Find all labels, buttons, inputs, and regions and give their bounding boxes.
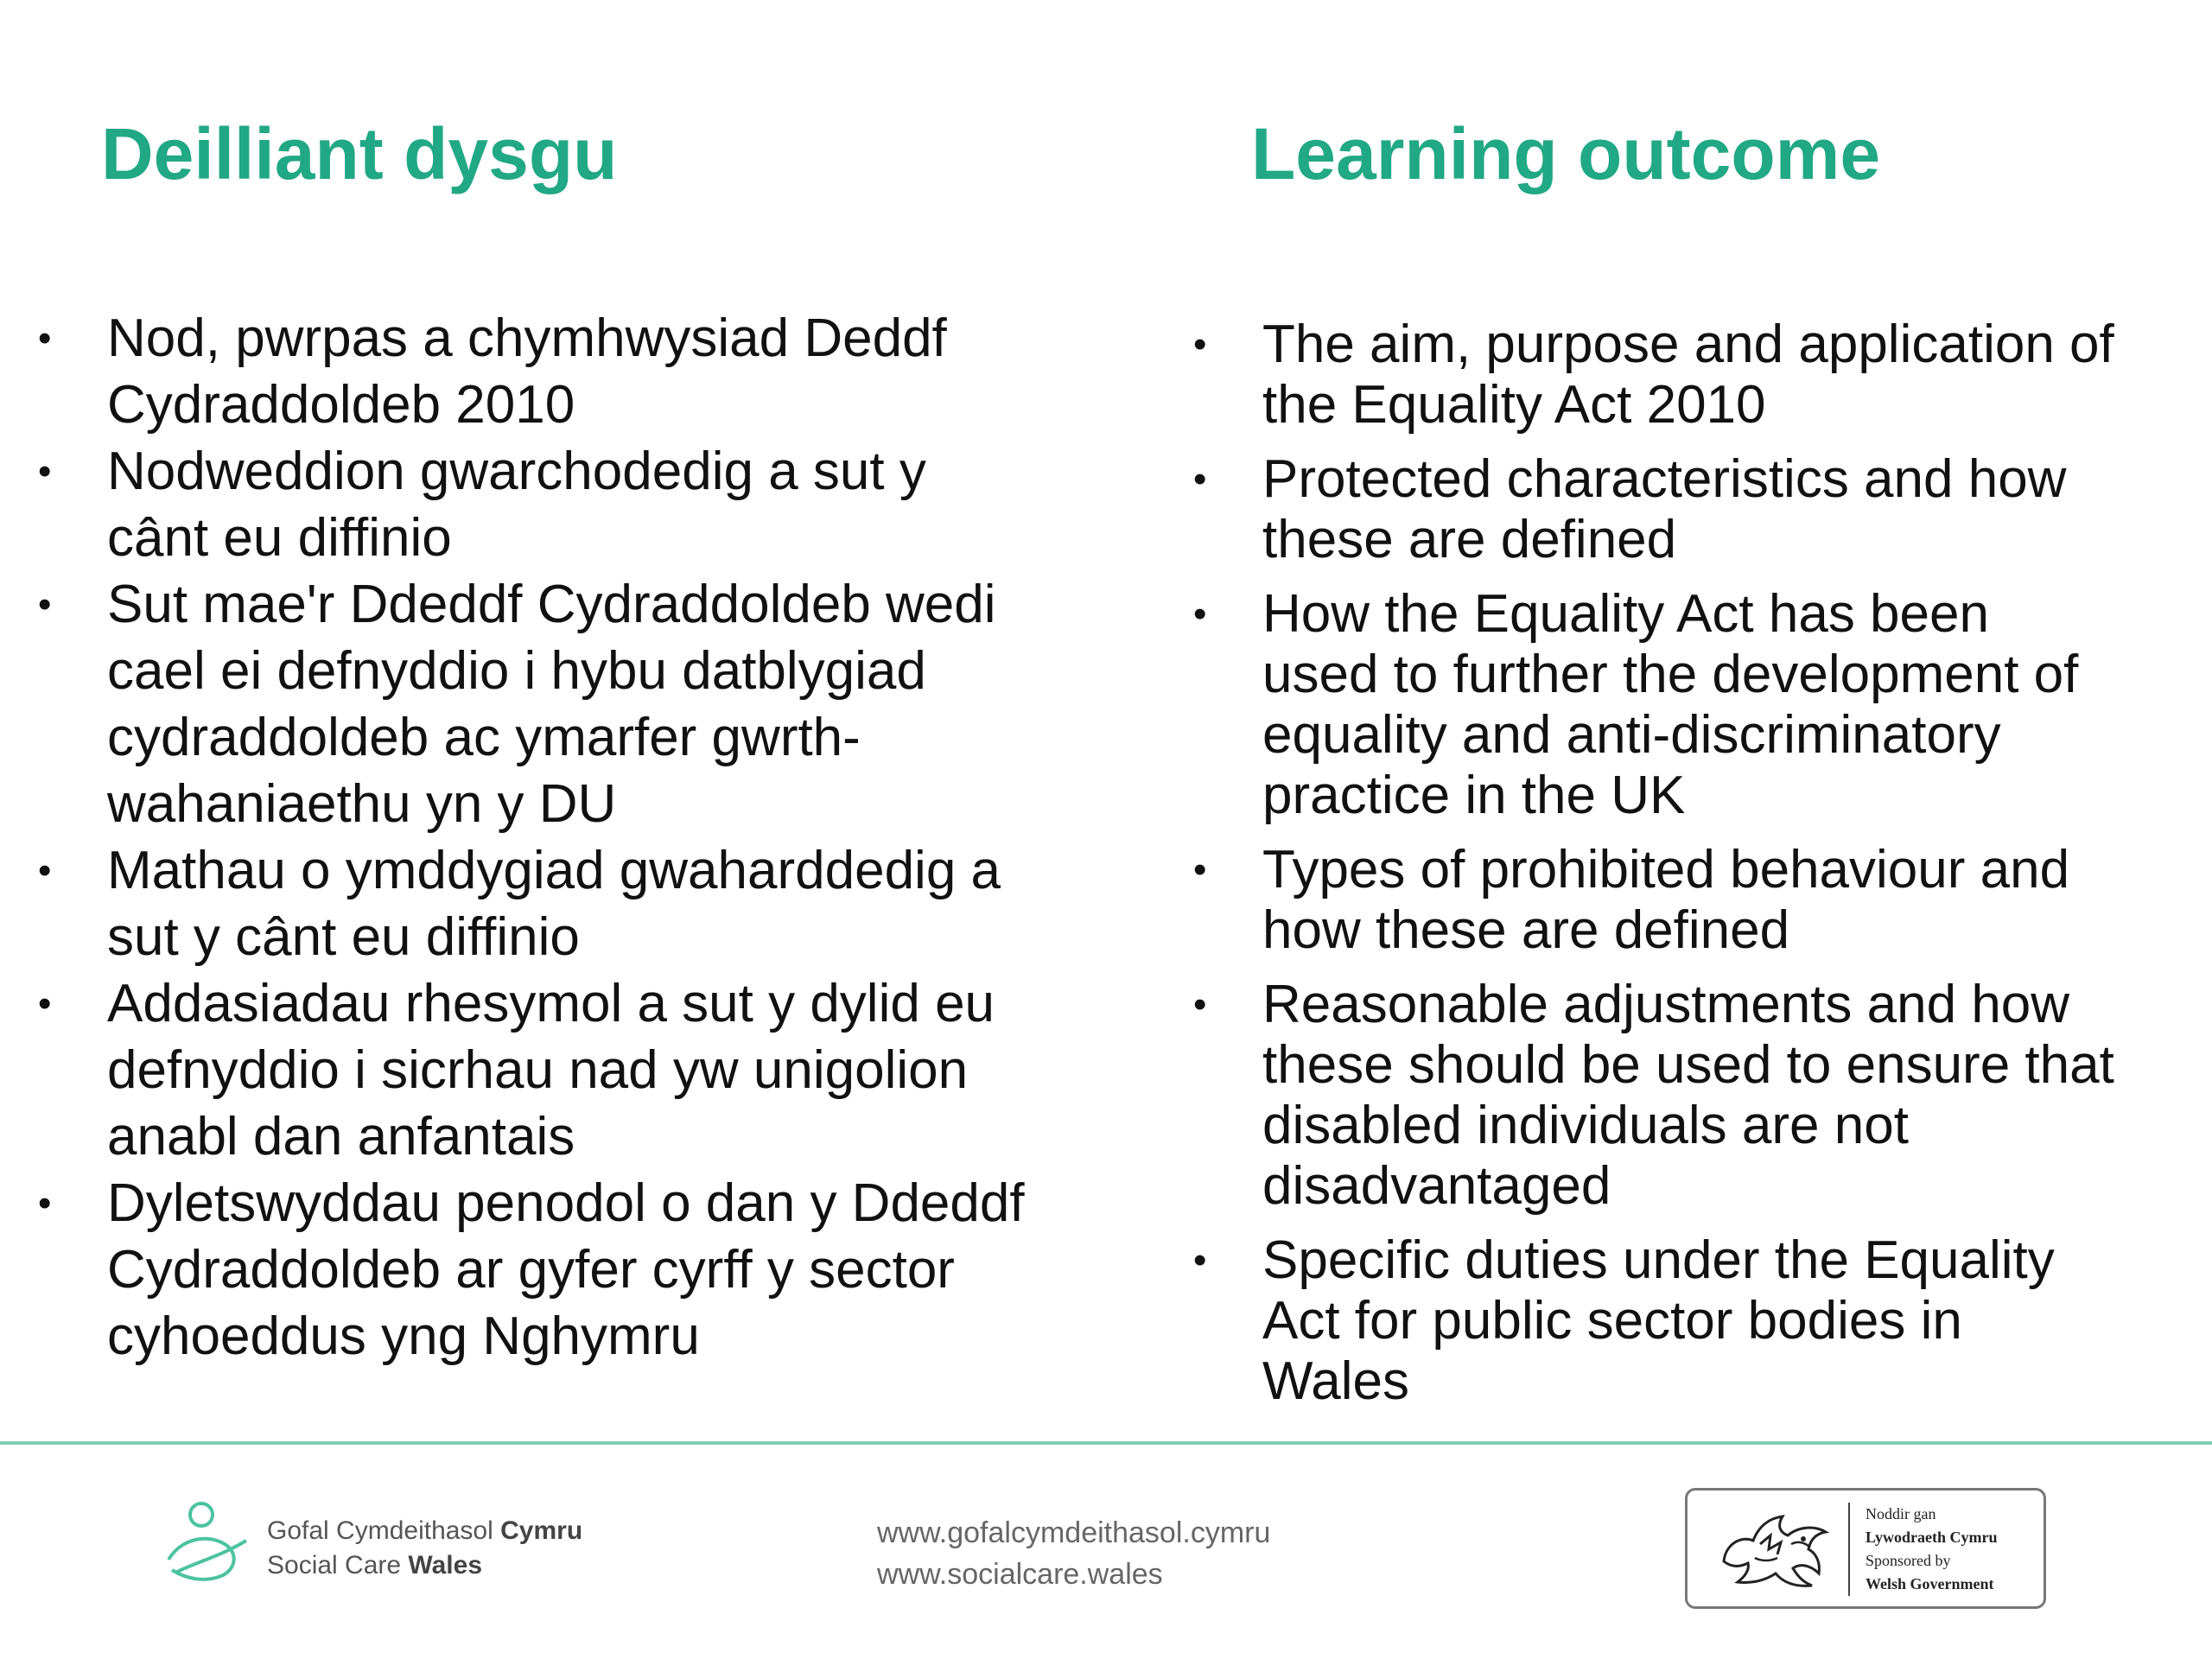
bullet-icon: • — [38, 583, 52, 626]
list-item — [1193, 449, 2212, 570]
bullet-icon: • — [38, 982, 52, 1025]
list-item — [1193, 975, 2212, 1217]
bullet-line: cael ei defnyddio i hybu datblygiad — [107, 641, 926, 701]
social-care-wales-logo — [160, 1495, 609, 1590]
social-care-wales-logo-icon — [160, 1499, 255, 1590]
bullet-line: Dyletswyddau penodol o dan y Ddeddf — [107, 1173, 1025, 1233]
sponsor-line1: Noddir gan — [1866, 1505, 1936, 1522]
welsh-dragon-icon — [1708, 1501, 1838, 1596]
bullet-line: Mathau o ymddygiad gwaharddedig a — [107, 841, 1001, 900]
bullet-icon: • — [38, 1182, 52, 1224]
sponsor-line3: Sponsored by — [1866, 1552, 1951, 1569]
bullet-line: Reasonable adjustments and how — [1262, 975, 2070, 1034]
bullet-line: disabled individuals are not — [1262, 1096, 1909, 1155]
logo-line1-regular: Gofal Cymdeithasol — [267, 1516, 501, 1545]
list-item — [38, 305, 1109, 438]
list-item — [38, 970, 1109, 1170]
list-item — [38, 837, 1109, 970]
sponsor-line4: Welsh Government — [1866, 1575, 1994, 1592]
bullet-line: Act for public sector bodies in — [1262, 1291, 1962, 1351]
bullet-line: cânt eu diffinio — [107, 508, 452, 568]
bullet-line: How the Equality Act has been — [1262, 584, 1989, 644]
list-item — [38, 1170, 1109, 1370]
bullet-line: The aim, purpose and application of — [1262, 315, 2114, 374]
bullet-line: Cydraddoldeb ar gyfer cyrff y sector — [107, 1240, 955, 1300]
bullet-icon: • — [1193, 983, 1207, 1026]
bullet-icon: • — [1193, 849, 1207, 891]
bullet-line: these should be used to ensure that — [1262, 1035, 2114, 1095]
bullet-line: wahaniaethu yn y DU — [107, 774, 617, 834]
bullet-line: Nod, pwrpas a chymhwysiad Deddf — [107, 308, 947, 368]
list-item — [1193, 1230, 2212, 1412]
english-url-link[interactable]: www.socialcare.wales — [877, 1558, 1163, 1591]
sponsor-line2: Lywodraeth Cymru — [1866, 1529, 1998, 1546]
bullet-icon: • — [38, 450, 52, 493]
bullet-line: the Equality Act 2010 — [1262, 375, 1766, 435]
bullet-line: how these are defined — [1262, 900, 1790, 960]
bullet-line: Sut mae'r Ddeddf Cydraddoldeb wedi — [107, 575, 996, 634]
welsh-government-sponsor-badge — [1685, 1488, 2046, 1609]
bullet-line: Specific duties under the Equality — [1262, 1230, 2055, 1290]
english-bullet-list — [1193, 315, 2212, 1426]
bullet-line: Nodweddion gwarchodedig a sut y — [107, 442, 926, 501]
bullet-line: defnyddio i sicrhau nad yw unigolion — [107, 1040, 969, 1100]
list-item — [38, 438, 1109, 571]
bullet-icon: • — [1193, 323, 1207, 365]
bullet-icon: • — [1193, 593, 1207, 635]
bullet-line: cydraddoldeb ac ymarfer gwrth- — [107, 708, 861, 767]
bullet-line: anabl dan anfantais — [107, 1107, 575, 1166]
list-item — [1193, 584, 2212, 826]
bullet-line: Types of prohibited behaviour and — [1262, 840, 2070, 899]
sponsor-separator — [1848, 1503, 1850, 1596]
bullet-line: Wales — [1262, 1351, 1409, 1411]
logo-line2-regular: Social Care — [267, 1551, 409, 1580]
welsh-heading: Deilliant dysgu — [101, 113, 618, 194]
bullet-icon: • — [1193, 458, 1207, 500]
bullet-icon: • — [38, 849, 52, 892]
logo-line2-bold: Wales — [408, 1551, 482, 1580]
bullet-line: cyhoeddus yng Nghymru — [107, 1306, 700, 1366]
logo-text — [267, 1514, 582, 1583]
welsh-bullet-list — [38, 305, 1109, 1370]
list-item — [38, 571, 1109, 837]
bullet-icon: • — [38, 317, 52, 359]
bullet-line: disadvantaged — [1262, 1156, 1611, 1216]
bullet-line: equality and anti-discriminatory — [1262, 705, 2001, 765]
bullet-line: Protected characteristics and how — [1262, 449, 2067, 509]
footer-urls — [877, 1512, 1270, 1595]
bullet-line: practice in the UK — [1262, 766, 1686, 825]
bullet-line: sut y cânt eu diffinio — [107, 907, 580, 967]
bullet-line: used to further the development of — [1262, 645, 2079, 704]
english-heading: Learning outcome — [1251, 113, 1881, 194]
welsh-url-link[interactable]: www.gofalcymdeithasol.cymru — [877, 1516, 1271, 1549]
bullet-line: Addasiadau rhesymol a sut y dylid eu — [107, 974, 995, 1033]
sponsor-text — [1866, 1503, 1998, 1596]
bullet-line: Cydraddoldeb 2010 — [107, 375, 575, 435]
list-item — [1193, 840, 2212, 961]
logo-line1-bold: Cymru — [500, 1516, 583, 1545]
list-item — [1193, 315, 2212, 435]
bullet-icon: • — [1193, 1239, 1207, 1281]
footer-divider — [0, 1441, 2212, 1445]
bullet-line: these are defined — [1262, 510, 1677, 569]
